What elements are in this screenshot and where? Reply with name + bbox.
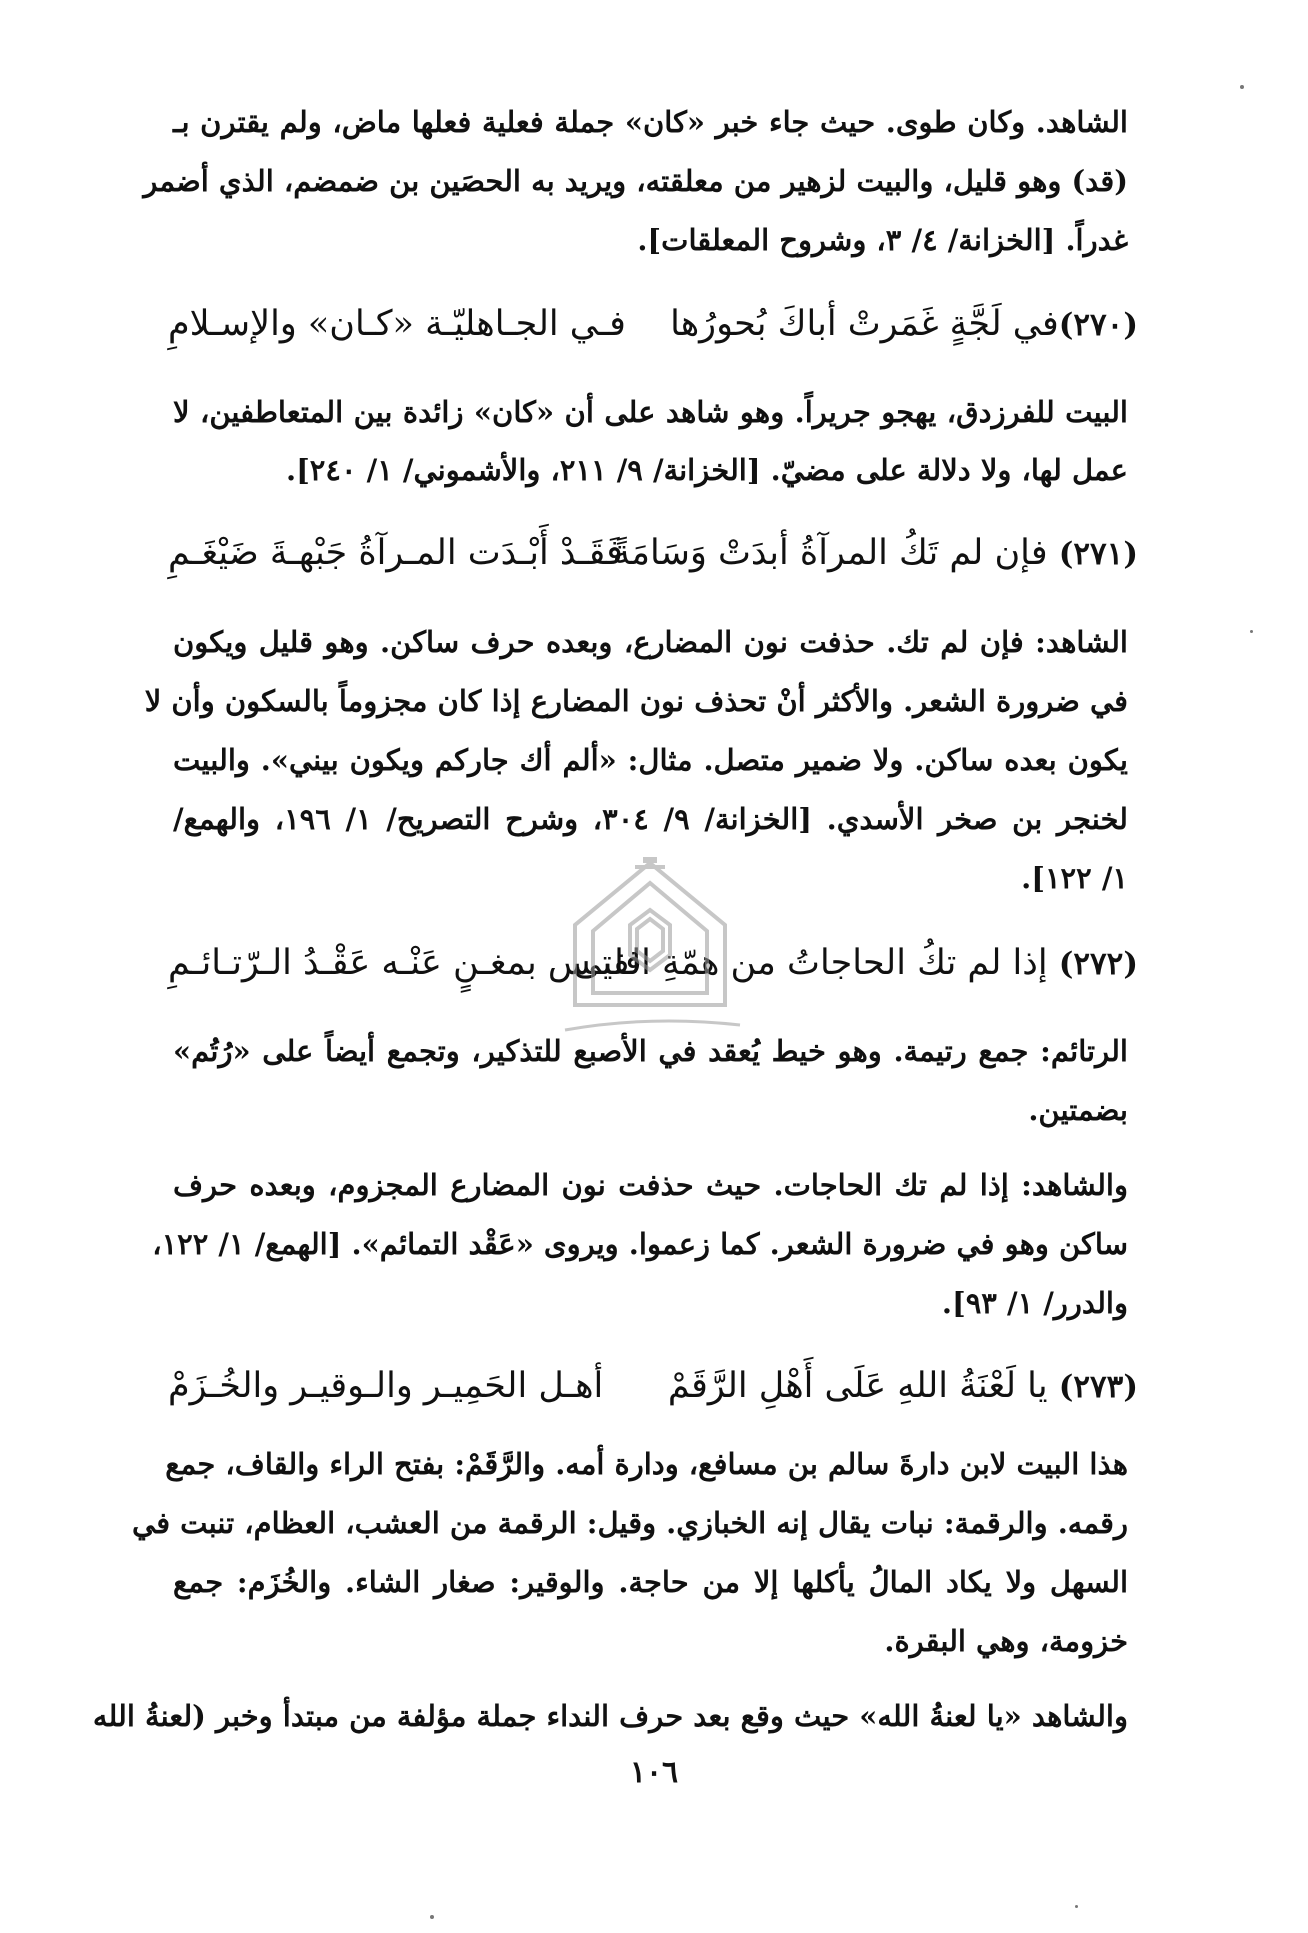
paragraph-6-line-1: هذا البيت لابن دارةَ سالم بن مسافع، ودارة أمه. والرَّقَمْ: بفتح الراء والقاف، جمع [165,1447,1128,1481]
paragraph-1-line-2: (قد) وهو قليل، والبيت لزهير من معلقته، ويريد به الحصَين بن ضمضم، الذي أضمر [143,164,1128,198]
paragraph-2-line-2: عمل لها، ولا دلالة على مضيّ. [الخزانة/ ٩/ ٢١١، والأشموني/ ١/ ٢٤٠]. [285,453,1128,487]
scan-speck [1075,1905,1078,1908]
verse-273-second-hemistich: أهـل الحَمِيـر والـوقيـر والخُـزَمْ [168,1366,604,1406]
paragraph-5-line-3: والدرر/ ١/ ٩٣]. [941,1286,1128,1320]
verse-270 [168,296,1138,352]
verse-273-first-hemistich: (٢٧٣) يا لَعْنَةُ اللهِ عَلَى أَهْلِ الرَّقَمْ [667,1366,1138,1406]
paragraph-3-line-1: الشاهد: فإن لم تك. حذفت نون المضارع، وبعده حرف ساكن. وهو قليل ويكون [173,625,1128,659]
verse-271-second-hemistich: فَقَـدْ أَبْـدَت المـرآةُ جَبْهـةَ ضَيْغَـمِ [168,533,623,573]
paragraph-4-line-1: الرتائم: جمع رتيمة. وهو خيط يُعقد في الأصبع للتذكير، وتجمع أيضاً على «رُتُم» [173,1034,1128,1068]
paragraph-6-line-2: رقمه. والرقمة: نبات يقال إنه الخبازي. وقيل: الرقمة من العشب، العظام، تنبت في [132,1506,1128,1540]
paragraph-6-line-3: السهل ولا يكاد المالُ يأكلها إلا من حاجة. والوقير: صغار الشاء. والخُزَم: جمع [173,1565,1128,1599]
paragraph-3-line-5: ١/ ١٢٢]. [1021,861,1128,895]
watermark-stamp-logo [555,855,745,1045]
verse-272-second-hemistich: فليـس بمغـنٍ عَنْـه عَقْـدُ الـرّتـائـمِ [168,943,642,983]
paragraph-5-line-1: والشاهد: إذا لم تك الحاجات. حيث حذفت نون المضارع المجزوم، وبعده حرف [173,1168,1128,1202]
scan-speck [1250,630,1253,633]
paragraph-3-line-4: لخنجر بن صخر الأسدي. [الخزانة/ ٩/ ٣٠٤، وشرح التصريح/ ١/ ١٩٦، والهمع/ [173,802,1128,836]
verse-272-first-hemistich: (٢٧٢) إذا لم تكُ الحاجاتُ من همّةِ الفتى [573,943,1138,983]
verse-273 [168,1358,1138,1414]
paragraph-5-line-2: ساكن وهو في ضرورة الشعر. كما زعموا. ويروى «عَقْد التمائم». [الهمع/ ١/ ١٢٢، [152,1227,1128,1261]
paragraph-1-line-1: الشاهد. وكان طوى. حيث جاء خبر «كان» جملة فعلية فعلها ماض، ولم يقترن بـ [173,105,1128,139]
verse-270-number: (٢٧٠) [1058,307,1138,343]
page-number: ١٠٦ [629,1755,679,1790]
verse-271-number: (٢٧١) [1058,536,1138,572]
verse-271 [168,525,1138,581]
paragraph-2-line-1: البيت للفرزدق، يهجو جريراً. وهو شاهد على أن «كان» زائدة بين المتعاطفين، لا [173,395,1128,429]
scan-speck [430,1915,434,1919]
paragraph-3-line-3: يكون بعده ساكن. ولا ضمير متصل. مثال: «ألم أك جاركم ويكون بيني». والبيت [173,743,1128,777]
paragraph-4-line-2: بضمتين. [1028,1093,1128,1127]
paragraph-1-line-3: غدراً. [الخزانة/ ٤/ ٣، وشروح المعلقات]. [637,223,1128,257]
verse-270-first-hemistich: (٢٧٠)في لَجَّةٍ غَمَرتْ أباكَ بُحورُها [670,304,1138,344]
paragraph-7-line-1: والشاهد «يا لعنةُ الله» حيث وقع بعد حرف النداء جملة مؤلفة من مبتدأ وخبر (لعنةُ الله [92,1699,1128,1733]
scan-speck [1240,85,1244,89]
verse-271-first-hemistich: (٢٧١) فإن لم تَكُ المرآةُ أبدَتْ وَسَامَةً [612,533,1138,573]
verse-272-number: (٢٧٢) [1058,946,1138,982]
paragraph-3-line-2: في ضرورة الشعر. والأكثر أنْ تحذف نون المضارع إذا كان مجزوماً بالسكون وأن لا [144,684,1128,718]
verse-273-number: (٢٧٣) [1058,1369,1138,1405]
paragraph-6-line-4: خزومة، وهي البقرة. [884,1624,1128,1658]
verse-270-second-hemistich: فـي الجـاهليّـة «كـان» والإسـلامِ [168,304,626,344]
